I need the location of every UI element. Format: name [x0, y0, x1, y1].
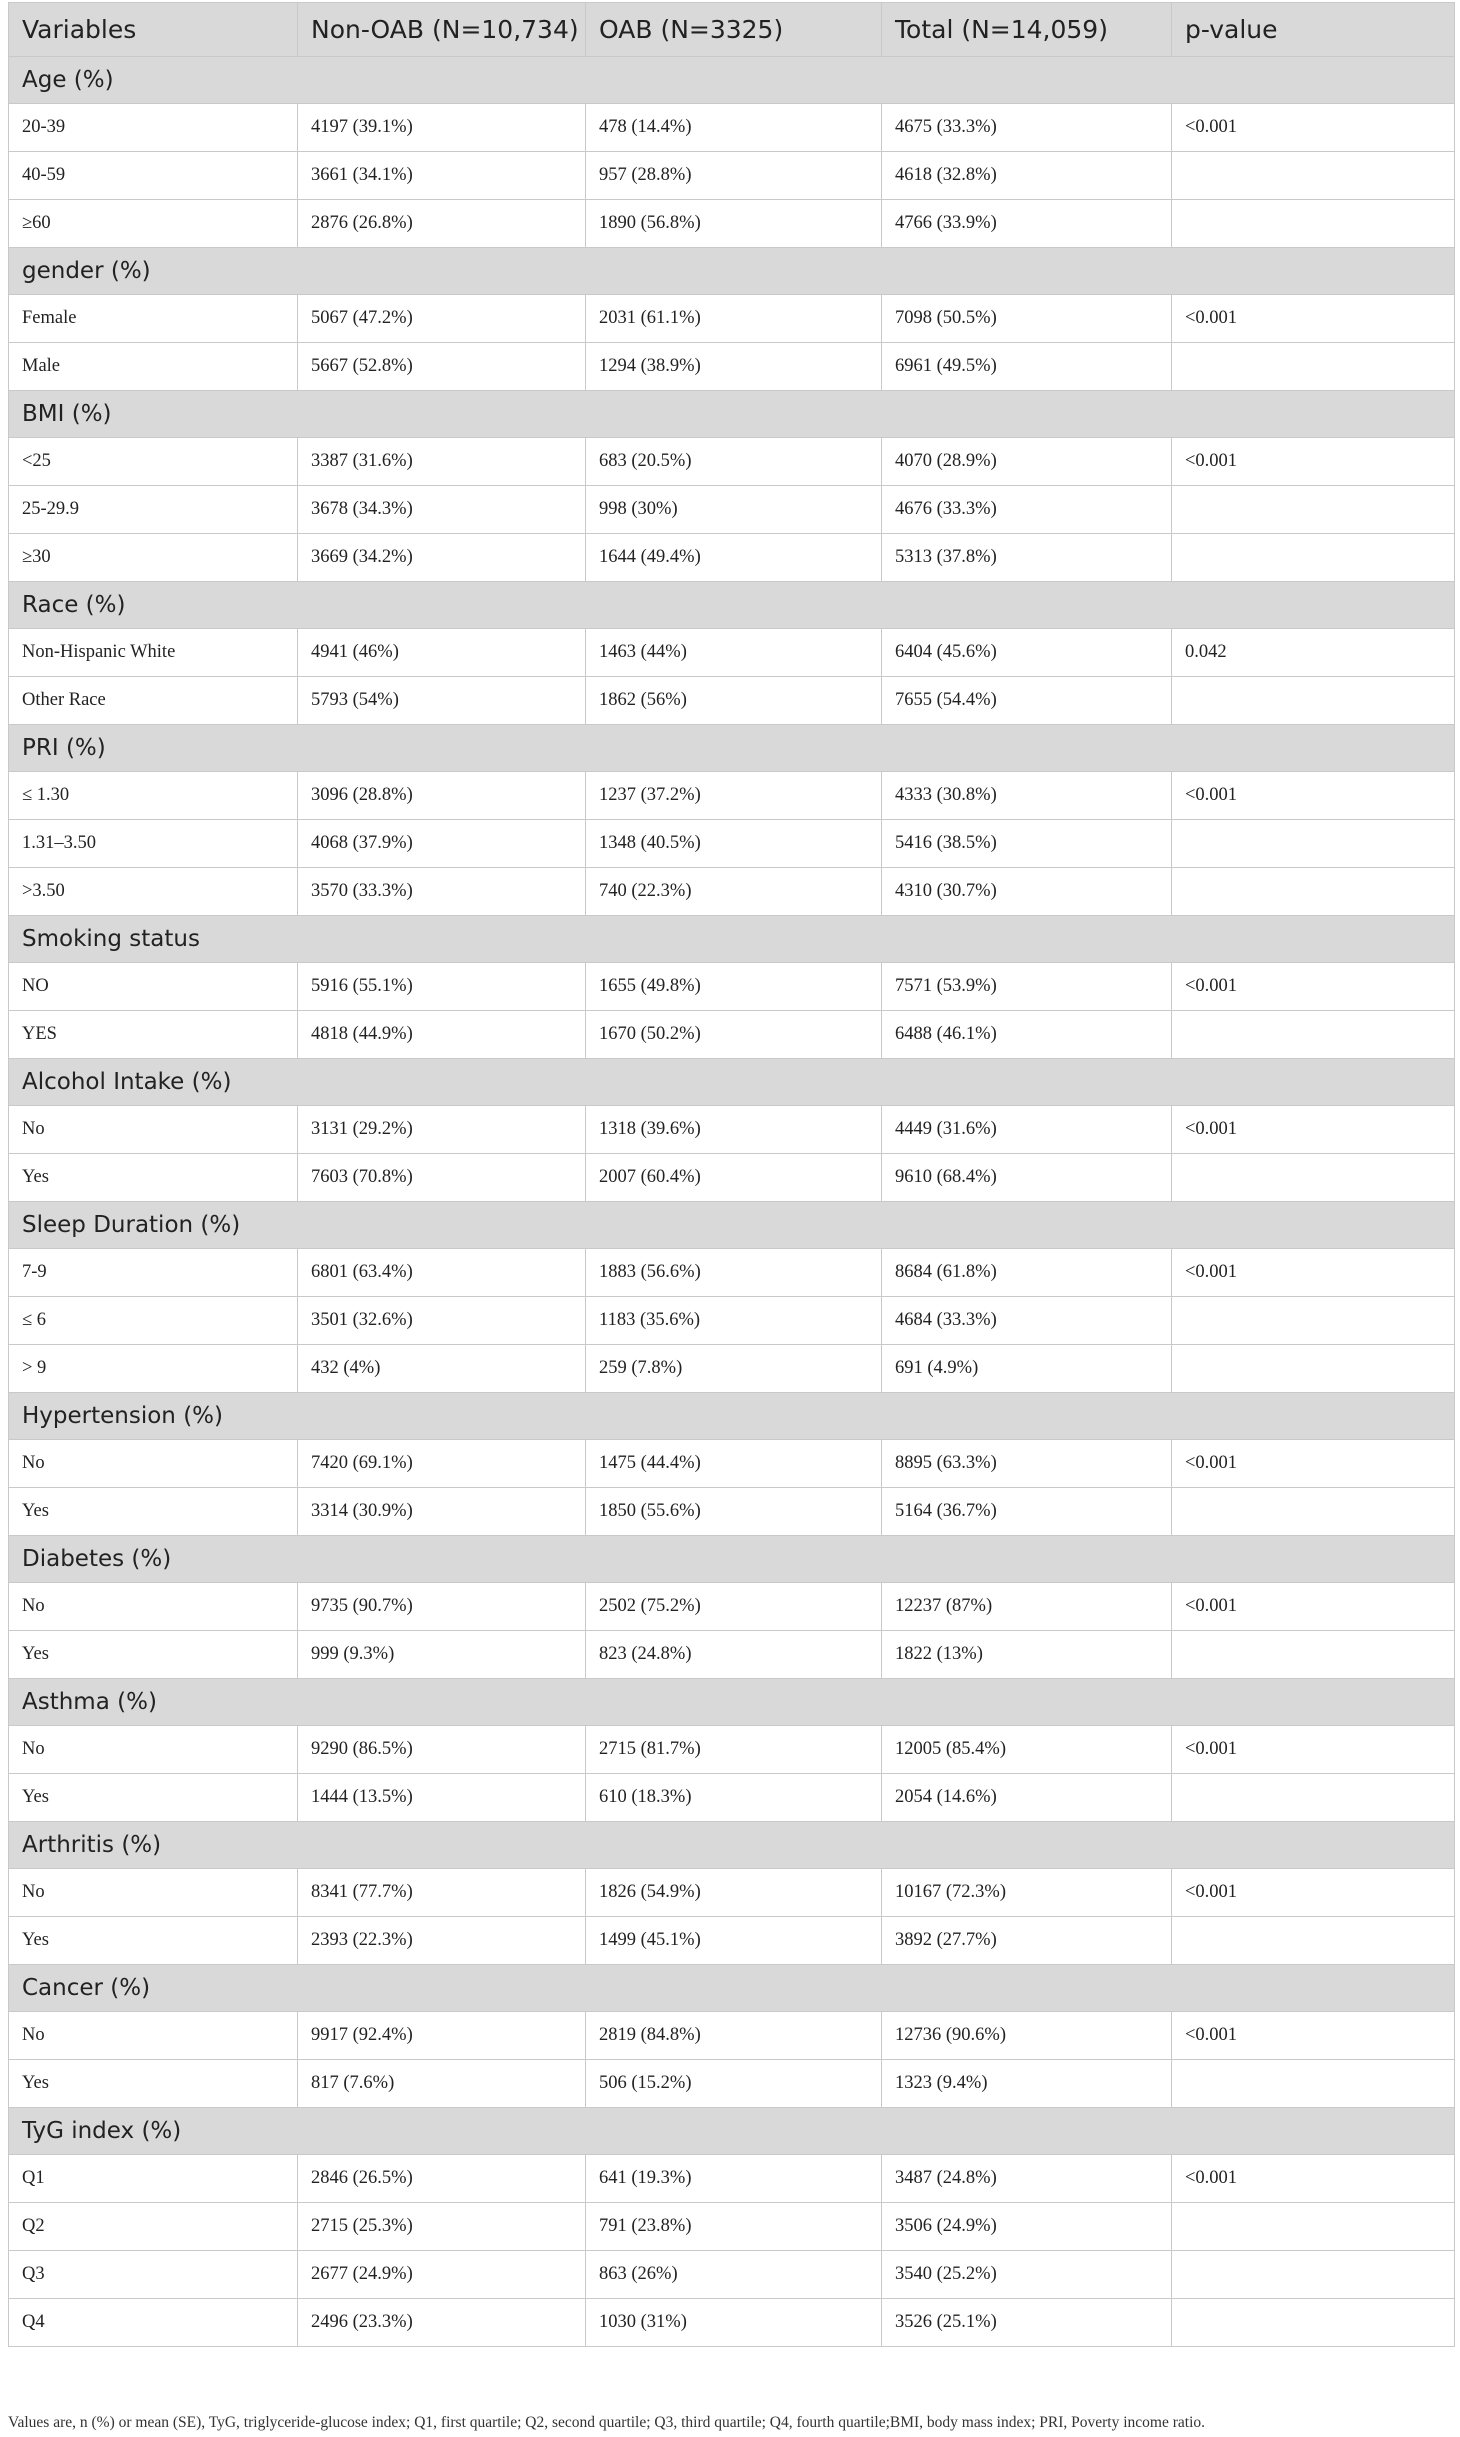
cell-total: 3526 (25.1%): [882, 2299, 1172, 2347]
cell-total: 4449 (31.6%): [882, 1106, 1172, 1154]
cell-variable: ≥60: [9, 200, 298, 248]
cell-oab: 823 (24.8%): [586, 1631, 882, 1679]
group-label: Race (%): [9, 582, 1455, 629]
cell-variable: Q3: [9, 2251, 298, 2299]
cell-total: 1323 (9.4%): [882, 2060, 1172, 2108]
group-label: Sleep Duration (%): [9, 1202, 1455, 1249]
cell-p-value: [1172, 1488, 1455, 1536]
cell-total: 3892 (27.7%): [882, 1917, 1172, 1965]
cell-p-value: <0.001: [1172, 2155, 1455, 2203]
group-label: Arthritis (%): [9, 1822, 1455, 1869]
cell-total: 4333 (30.8%): [882, 772, 1172, 820]
cell-total: 5416 (38.5%): [882, 820, 1172, 868]
table-row: [9, 1440, 1455, 1488]
table-row: [9, 2299, 1455, 2347]
cell-total: 10167 (72.3%): [882, 1869, 1172, 1917]
cell-total: 6961 (49.5%): [882, 343, 1172, 391]
group-row: [9, 2108, 1455, 2155]
cell-p-value: <0.001: [1172, 2012, 1455, 2060]
cell-variable: Male: [9, 343, 298, 391]
group-row: [9, 391, 1455, 438]
cell-total: 5164 (36.7%): [882, 1488, 1172, 1536]
cell-non-oab: 3096 (28.8%): [298, 772, 586, 820]
table-row: [9, 820, 1455, 868]
cell-non-oab: 9917 (92.4%): [298, 2012, 586, 2060]
cell-non-oab: 4941 (46%): [298, 629, 586, 677]
table-row: [9, 2251, 1455, 2299]
table-row: [9, 677, 1455, 725]
cell-p-value: [1172, 1774, 1455, 1822]
cell-non-oab: 2677 (24.9%): [298, 2251, 586, 2299]
table-row: [9, 152, 1455, 200]
table-row: [9, 200, 1455, 248]
cell-non-oab: 817 (7.6%): [298, 2060, 586, 2108]
cell-variable: No: [9, 1440, 298, 1488]
cell-non-oab: 3501 (32.6%): [298, 1297, 586, 1345]
cell-non-oab: 3669 (34.2%): [298, 534, 586, 582]
table-footnote: Values are, n (%) or mean (SE), TyG, triglyceride-glucose index; Q1, first quartile; Q2, second quartile; Q3, third quartile; Q4, fourth quartile;BMI, body mass index; PRI, Poverty income ratio.: [8, 2414, 1206, 2431]
cell-non-oab: 2876 (26.8%): [298, 200, 586, 248]
cell-non-oab: 1444 (13.5%): [298, 1774, 586, 1822]
cell-non-oab: 432 (4%): [298, 1345, 586, 1393]
cell-variable: Yes: [9, 1631, 298, 1679]
cell-oab: 1499 (45.1%): [586, 1917, 882, 1965]
group-row: [9, 57, 1455, 104]
cell-p-value: [1172, 200, 1455, 248]
table-row: [9, 2012, 1455, 2060]
cell-p-value: [1172, 534, 1455, 582]
table-row: [9, 343, 1455, 391]
cell-non-oab: 5667 (52.8%): [298, 343, 586, 391]
cell-non-oab: 3570 (33.3%): [298, 868, 586, 916]
table-row: [9, 2203, 1455, 2251]
table-row: [9, 1249, 1455, 1297]
cell-p-value: [1172, 1345, 1455, 1393]
cell-non-oab: 5793 (54%): [298, 677, 586, 725]
cell-total: 1822 (13%): [882, 1631, 1172, 1679]
cell-variable: Yes: [9, 1154, 298, 1202]
group-label: Smoking status: [9, 916, 1455, 963]
cell-oab: 641 (19.3%): [586, 2155, 882, 2203]
table-row: [9, 868, 1455, 916]
cell-variable: NO: [9, 963, 298, 1011]
table-row: [9, 295, 1455, 343]
group-row: [9, 582, 1455, 629]
cell-total: 4070 (28.9%): [882, 438, 1172, 486]
cell-total: 4684 (33.3%): [882, 1297, 1172, 1345]
group-row: [9, 916, 1455, 963]
cell-non-oab: 3314 (30.9%): [298, 1488, 586, 1536]
cell-oab: 791 (23.8%): [586, 2203, 882, 2251]
group-row: [9, 248, 1455, 295]
baseline-characteristics-table: [8, 2, 1455, 2347]
cell-variable: > 9: [9, 1345, 298, 1393]
cell-total: 4675 (33.3%): [882, 104, 1172, 152]
table-row: [9, 1917, 1455, 1965]
cell-variable: No: [9, 1869, 298, 1917]
cell-oab: 259 (7.8%): [586, 1345, 882, 1393]
table-row: [9, 1345, 1455, 1393]
cell-p-value: [1172, 820, 1455, 868]
cell-total: 691 (4.9%): [882, 1345, 1172, 1393]
cell-p-value: [1172, 1631, 1455, 1679]
cell-variable: YES: [9, 1011, 298, 1059]
cell-oab: 1883 (56.6%): [586, 1249, 882, 1297]
cell-variable: >3.50: [9, 868, 298, 916]
table-row: [9, 963, 1455, 1011]
cell-non-oab: 9735 (90.7%): [298, 1583, 586, 1631]
cell-non-oab: 3131 (29.2%): [298, 1106, 586, 1154]
group-row: [9, 1393, 1455, 1440]
cell-variable: Non-Hispanic White: [9, 629, 298, 677]
baseline-characteristics-table-container: [8, 2, 1454, 2347]
cell-non-oab: 8341 (77.7%): [298, 1869, 586, 1917]
cell-total: 3540 (25.2%): [882, 2251, 1172, 2299]
cell-non-oab: 6801 (63.4%): [298, 1249, 586, 1297]
cell-oab: 1463 (44%): [586, 629, 882, 677]
cell-variable: Yes: [9, 1774, 298, 1822]
cell-variable: <25: [9, 438, 298, 486]
cell-oab: 998 (30%): [586, 486, 882, 534]
table-header: [9, 3, 1455, 57]
cell-p-value: [1172, 343, 1455, 391]
cell-total: 7098 (50.5%): [882, 295, 1172, 343]
cell-p-value: [1172, 1154, 1455, 1202]
cell-non-oab: 3678 (34.3%): [298, 486, 586, 534]
cell-total: 4766 (33.9%): [882, 200, 1172, 248]
cell-total: 8684 (61.8%): [882, 1249, 1172, 1297]
cell-p-value: <0.001: [1172, 1726, 1455, 1774]
group-row: [9, 725, 1455, 772]
cell-variable: Yes: [9, 1488, 298, 1536]
cell-p-value: [1172, 1917, 1455, 1965]
cell-non-oab: 5067 (47.2%): [298, 295, 586, 343]
cell-p-value: [1172, 1297, 1455, 1345]
cell-oab: 1862 (56%): [586, 677, 882, 725]
cell-oab: 683 (20.5%): [586, 438, 882, 486]
cell-variable: Yes: [9, 1917, 298, 1965]
cell-variable: 1.31–3.50: [9, 820, 298, 868]
cell-total: 7655 (54.4%): [882, 677, 1172, 725]
cell-p-value: 0.042: [1172, 629, 1455, 677]
cell-variable: No: [9, 1583, 298, 1631]
table-row: [9, 1583, 1455, 1631]
cell-non-oab: 2496 (23.3%): [298, 2299, 586, 2347]
cell-total: 6488 (46.1%): [882, 1011, 1172, 1059]
cell-oab: 478 (14.4%): [586, 104, 882, 152]
header-non-oab: Non-OAB (N=10,734): [298, 3, 586, 57]
table-row: [9, 1011, 1455, 1059]
cell-variable: Q4: [9, 2299, 298, 2347]
group-label: Hypertension (%): [9, 1393, 1455, 1440]
cell-non-oab: 7603 (70.8%): [298, 1154, 586, 1202]
cell-oab: 1318 (39.6%): [586, 1106, 882, 1154]
cell-total: 8895 (63.3%): [882, 1440, 1172, 1488]
table-row: [9, 1869, 1455, 1917]
header-p-value: p-value: [1172, 3, 1455, 57]
table-row: [9, 486, 1455, 534]
table-row: [9, 772, 1455, 820]
table-row: [9, 629, 1455, 677]
cell-oab: 1850 (55.6%): [586, 1488, 882, 1536]
cell-oab: 1348 (40.5%): [586, 820, 882, 868]
cell-variable: 7-9: [9, 1249, 298, 1297]
cell-p-value: <0.001: [1172, 772, 1455, 820]
cell-oab: 863 (26%): [586, 2251, 882, 2299]
cell-non-oab: 7420 (69.1%): [298, 1440, 586, 1488]
table-row: [9, 1631, 1455, 1679]
group-label: gender (%): [9, 248, 1455, 295]
cell-variable: ≤ 6: [9, 1297, 298, 1345]
cell-non-oab: 4197 (39.1%): [298, 104, 586, 152]
table-row: [9, 1726, 1455, 1774]
cell-total: 2054 (14.6%): [882, 1774, 1172, 1822]
cell-total: 4676 (33.3%): [882, 486, 1172, 534]
cell-p-value: [1172, 677, 1455, 725]
cell-variable: Yes: [9, 2060, 298, 2108]
cell-p-value: [1172, 1011, 1455, 1059]
cell-oab: 1237 (37.2%): [586, 772, 882, 820]
cell-p-value: [1172, 868, 1455, 916]
cell-p-value: <0.001: [1172, 438, 1455, 486]
cell-p-value: [1172, 2060, 1455, 2108]
cell-non-oab: 4818 (44.9%): [298, 1011, 586, 1059]
cell-total: 9610 (68.4%): [882, 1154, 1172, 1202]
cell-variable: 40-59: [9, 152, 298, 200]
cell-non-oab: 2393 (22.3%): [298, 1917, 586, 1965]
group-label: TyG index (%): [9, 2108, 1455, 2155]
cell-total: 12736 (90.6%): [882, 2012, 1172, 2060]
cell-total: 6404 (45.6%): [882, 629, 1172, 677]
header-variables: Variables: [9, 3, 298, 57]
table-row: [9, 1488, 1455, 1536]
cell-p-value: <0.001: [1172, 104, 1455, 152]
cell-variable: 20-39: [9, 104, 298, 152]
cell-oab: 1655 (49.8%): [586, 963, 882, 1011]
cell-p-value: <0.001: [1172, 1583, 1455, 1631]
table-row: [9, 2060, 1455, 2108]
cell-variable: No: [9, 1106, 298, 1154]
group-label: Diabetes (%): [9, 1536, 1455, 1583]
table-row: [9, 1106, 1455, 1154]
cell-non-oab: 3387 (31.6%): [298, 438, 586, 486]
cell-variable: Female: [9, 295, 298, 343]
cell-p-value: [1172, 152, 1455, 200]
cell-oab: 1030 (31%): [586, 2299, 882, 2347]
table-row: [9, 1297, 1455, 1345]
cell-oab: 1183 (35.6%): [586, 1297, 882, 1345]
table-row: [9, 1154, 1455, 1202]
table-row: [9, 2155, 1455, 2203]
cell-variable: No: [9, 2012, 298, 2060]
cell-total: 5313 (37.8%): [882, 534, 1172, 582]
table-row: [9, 1774, 1455, 1822]
cell-variable: Q1: [9, 2155, 298, 2203]
cell-oab: 2007 (60.4%): [586, 1154, 882, 1202]
cell-total: 12237 (87%): [882, 1583, 1172, 1631]
cell-p-value: <0.001: [1172, 963, 1455, 1011]
cell-variable: ≥30: [9, 534, 298, 582]
cell-p-value: <0.001: [1172, 1869, 1455, 1917]
cell-p-value: <0.001: [1172, 1249, 1455, 1297]
table-row: [9, 534, 1455, 582]
cell-total: 4618 (32.8%): [882, 152, 1172, 200]
cell-total: 3506 (24.9%): [882, 2203, 1172, 2251]
cell-p-value: <0.001: [1172, 295, 1455, 343]
cell-total: 4310 (30.7%): [882, 868, 1172, 916]
cell-oab: 1670 (50.2%): [586, 1011, 882, 1059]
cell-p-value: [1172, 2251, 1455, 2299]
cell-p-value: [1172, 2203, 1455, 2251]
cell-p-value: [1172, 2299, 1455, 2347]
cell-non-oab: 2715 (25.3%): [298, 2203, 586, 2251]
table-body: [9, 57, 1455, 2347]
group-row: [9, 1965, 1455, 2012]
cell-oab: 2031 (61.1%): [586, 295, 882, 343]
cell-non-oab: 2846 (26.5%): [298, 2155, 586, 2203]
cell-oab: 2502 (75.2%): [586, 1583, 882, 1631]
cell-variable: ≤ 1.30: [9, 772, 298, 820]
cell-variable: No: [9, 1726, 298, 1774]
cell-oab: 740 (22.3%): [586, 868, 882, 916]
group-label: PRI (%): [9, 725, 1455, 772]
cell-oab: 1890 (56.8%): [586, 200, 882, 248]
cell-non-oab: 9290 (86.5%): [298, 1726, 586, 1774]
cell-p-value: <0.001: [1172, 1106, 1455, 1154]
header-total: Total (N=14,059): [882, 3, 1172, 57]
group-row: [9, 1202, 1455, 1249]
cell-p-value: [1172, 486, 1455, 534]
cell-oab: 2819 (84.8%): [586, 2012, 882, 2060]
cell-non-oab: 4068 (37.9%): [298, 820, 586, 868]
cell-oab: 957 (28.8%): [586, 152, 882, 200]
header-oab: OAB (N=3325): [586, 3, 882, 57]
group-label: Asthma (%): [9, 1679, 1455, 1726]
group-label: Age (%): [9, 57, 1455, 104]
cell-non-oab: 999 (9.3%): [298, 1631, 586, 1679]
cell-oab: 1475 (44.4%): [586, 1440, 882, 1488]
cell-total: 12005 (85.4%): [882, 1726, 1172, 1774]
cell-non-oab: 5916 (55.1%): [298, 963, 586, 1011]
group-row: [9, 1679, 1455, 1726]
cell-oab: 1294 (38.9%): [586, 343, 882, 391]
cell-p-value: <0.001: [1172, 1440, 1455, 1488]
group-label: Cancer (%): [9, 1965, 1455, 2012]
cell-oab: 1644 (49.4%): [586, 534, 882, 582]
group-label: BMI (%): [9, 391, 1455, 438]
group-row: [9, 1822, 1455, 1869]
table-row: [9, 438, 1455, 486]
cell-oab: 610 (18.3%): [586, 1774, 882, 1822]
cell-variable: 25-29.9: [9, 486, 298, 534]
cell-oab: 2715 (81.7%): [586, 1726, 882, 1774]
table-row: [9, 104, 1455, 152]
header-row: [9, 3, 1455, 57]
cell-variable: Other Race: [9, 677, 298, 725]
cell-total: 7571 (53.9%): [882, 963, 1172, 1011]
cell-oab: 506 (15.2%): [586, 2060, 882, 2108]
cell-non-oab: 3661 (34.1%): [298, 152, 586, 200]
cell-total: 3487 (24.8%): [882, 2155, 1172, 2203]
cell-variable: Q2: [9, 2203, 298, 2251]
group-row: [9, 1059, 1455, 1106]
group-row: [9, 1536, 1455, 1583]
cell-oab: 1826 (54.9%): [586, 1869, 882, 1917]
group-label: Alcohol Intake (%): [9, 1059, 1455, 1106]
